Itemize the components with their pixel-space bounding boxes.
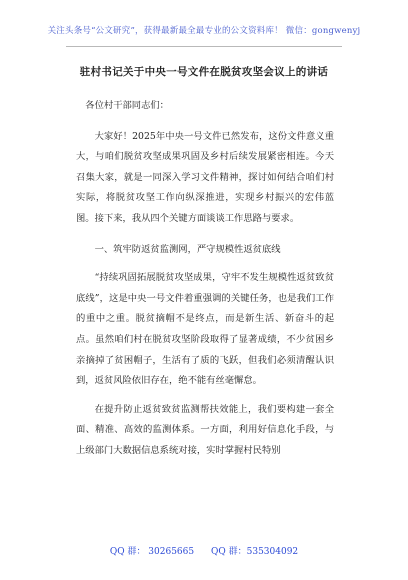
section-heading-1: 一、筑牢防返贫监测网，严守规模性返贫底线: [94, 243, 281, 255]
footer-qq-group-1: QQ 群： 30265665: [109, 547, 195, 557]
paragraph-intro: 大家好！2025年中央一号文件已然发布，这份文件意义重大，与咱们脱贫攻坚成果巩固及乡村后续发展紧密相连。今天召集大家，就是一同深入学习文件精神，探讨如何结合咱们村实际，将脱贫攻坚工作向纵深推进，实现乡村振兴的宏伟蓝图。接下来，我从四个关键方面谈谈工作思路与要求。: [76, 130, 334, 224]
header-divider: [66, 46, 342, 47]
header-banner: 关注头条号“公文研究”，获得最新最全最专业的公文资料库！ 微信：gongwenyj: [47, 26, 361, 36]
document-body: [76, 96, 334, 462]
paragraph-section-1: “持续巩固拓展脱贫攻坚成果，守牢不发生规模性返贫致贫底线”，这是中央一号文件着重强调的关键任务，也是我们工作的重中之重。脱贫摘帽不是终点，而是新生活、新奋斗的起点。虽然咱们村在脱贫攻坚阶段取得了显著成绩，不少贫困乡亲摘掉了贫困帽子，生活有了质的飞跃，但我们必须清醒认识到，返贫风险依旧存在，绝不能有丝毫懈怠。: [76, 272, 334, 387]
footer-qq-group-2: QQ 群：535304092: [211, 547, 299, 557]
salutation: 各位村干部同志们：: [85, 100, 169, 111]
paragraph-monitoring: 在提升防止返贫致贫监测帮扶效能上，我们要构建一套全面、精准、高效的监测体系。一方面，利用好信息化手段，与上级部门大数据信息系统对接，实时掌握村民特别: [76, 403, 334, 456]
document-title: 驻村书记关于中央一号文件在脱贫攻坚会议上的讲话: [79, 66, 329, 78]
footer: [0, 544, 408, 557]
